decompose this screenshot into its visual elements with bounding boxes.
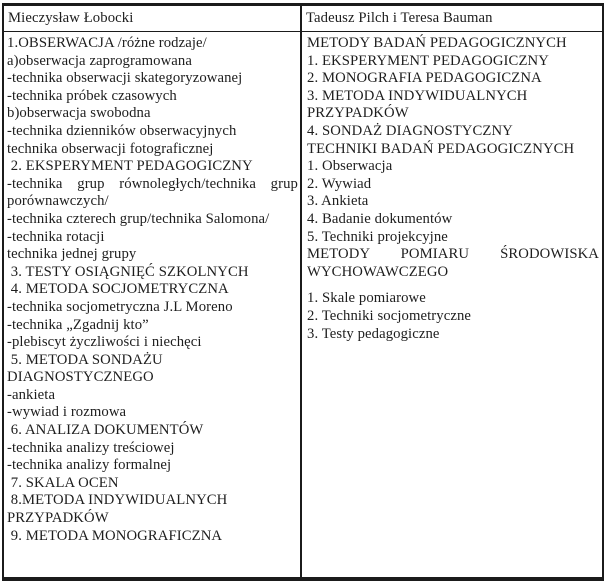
text-line: 5. METODA SONDAŻU bbox=[7, 351, 163, 368]
column-lobocki-methods bbox=[4, 32, 302, 577]
text-line: 7. SKALA OCEN bbox=[7, 474, 119, 491]
text-line: 3. TESTY OSIĄGNIĘĆ SZKOLNYCH bbox=[7, 263, 249, 280]
text-line: -technika socjometryczna J.L Moreno bbox=[7, 298, 233, 315]
text-line: 4. SONDAŻ DIAGNOSTYCZNY bbox=[307, 122, 513, 139]
text-line: DIAGNOSTYCZNEGO bbox=[7, 369, 154, 386]
text-line: 1. Skale pomiarowe bbox=[307, 290, 426, 307]
text-line: 4. Badanie dokumentów bbox=[307, 210, 453, 227]
text-line: 8.METODA INDYWIDUALNYCH bbox=[7, 492, 228, 509]
text-line: -technika analizy treściowej bbox=[7, 439, 175, 456]
text-line: technika obserwacji fotograficznej bbox=[7, 140, 214, 157]
text-line: -technika obserwacji skategoryzowanej bbox=[7, 70, 243, 87]
author-name-pilch-bauman: Tadeusz Pilch i Teresa Bauman bbox=[306, 10, 493, 26]
text-line: PRZYPADKÓW bbox=[307, 105, 409, 122]
text-line: technika jednej grupy bbox=[7, 246, 137, 263]
text-line: -technika „Zgadnij kto” bbox=[7, 316, 149, 333]
table-header-row bbox=[4, 6, 602, 32]
text-line: -technika rotacji bbox=[7, 228, 105, 245]
text-line: 9. METODA MONOGRAFICZNA bbox=[7, 527, 223, 544]
text-line: 2. EKSPERYMENT PEDAGOGICZNY bbox=[7, 158, 253, 175]
blank-line bbox=[307, 281, 599, 290]
text-line: -technika analizy formalnej bbox=[7, 457, 172, 474]
text-line: 1. EKSPERYMENT PEDAGOGICZNY bbox=[307, 52, 549, 69]
text-line: -technika dzienników obserwacyjnych bbox=[7, 122, 237, 139]
text-line: WYCHOWAWCZEGO bbox=[307, 263, 449, 280]
header-cell-lobocki bbox=[4, 6, 302, 31]
header-cell-pilch-bauman bbox=[302, 6, 602, 31]
text-line: 5. Techniki projekcyjne bbox=[307, 228, 448, 245]
text-line: -plebiscyt życzliwości i niechęci bbox=[7, 334, 202, 351]
text-line: 2. Wywiad bbox=[307, 175, 372, 192]
text-line: 1. Obserwacja bbox=[307, 158, 393, 175]
author-name-lobocki: Mieczysław Łobocki bbox=[8, 10, 134, 26]
table-body-row bbox=[4, 32, 602, 577]
text-line: 4. METODA SOCJOMETRYCZNA bbox=[7, 281, 229, 298]
column-pilch-bauman-methods bbox=[302, 32, 602, 577]
comparison-table bbox=[2, 3, 604, 581]
text-line: 3. Testy pedagogiczne bbox=[307, 325, 440, 342]
text-line: METODY POMIARU ŚRODOWISKA bbox=[307, 246, 599, 263]
text-line: -ankieta bbox=[7, 386, 56, 403]
text-line: -wywiad i rozmowa bbox=[7, 404, 127, 421]
text-line: 2. Techniki socjometryczne bbox=[307, 307, 472, 324]
text-line: porównawczych/ bbox=[7, 193, 109, 210]
text-line: -technika czterech grup/technika Salomona/ bbox=[7, 210, 270, 227]
text-line: a)obserwacja zaprogramowana bbox=[7, 52, 192, 69]
text-line: 3. Ankieta bbox=[307, 193, 369, 210]
text-line: METODY BADAŃ PEDAGOGICZNYCH bbox=[307, 35, 567, 51]
text-line: -technika grup równoległych/technika grup bbox=[7, 175, 298, 192]
text-line: TECHNIKI BADAŃ PEDAGOGICZNYCH bbox=[307, 140, 575, 157]
text-line: PRZYPADKÓW bbox=[7, 510, 109, 527]
text-line: 1.OBSERWACJA /różne rodzaje/ bbox=[7, 35, 207, 51]
text-line: -technika próbek czasowych bbox=[7, 87, 177, 104]
text-line: 6. ANALIZA DOKUMENTÓW bbox=[7, 422, 204, 439]
text-line: 2. MONOGRAFIA PEDAGOGICZNA bbox=[307, 70, 542, 87]
text-line: 3. METODA INDYWIDUALNYCH bbox=[307, 87, 528, 104]
text-line: b)obserwacja swobodna bbox=[7, 105, 151, 122]
